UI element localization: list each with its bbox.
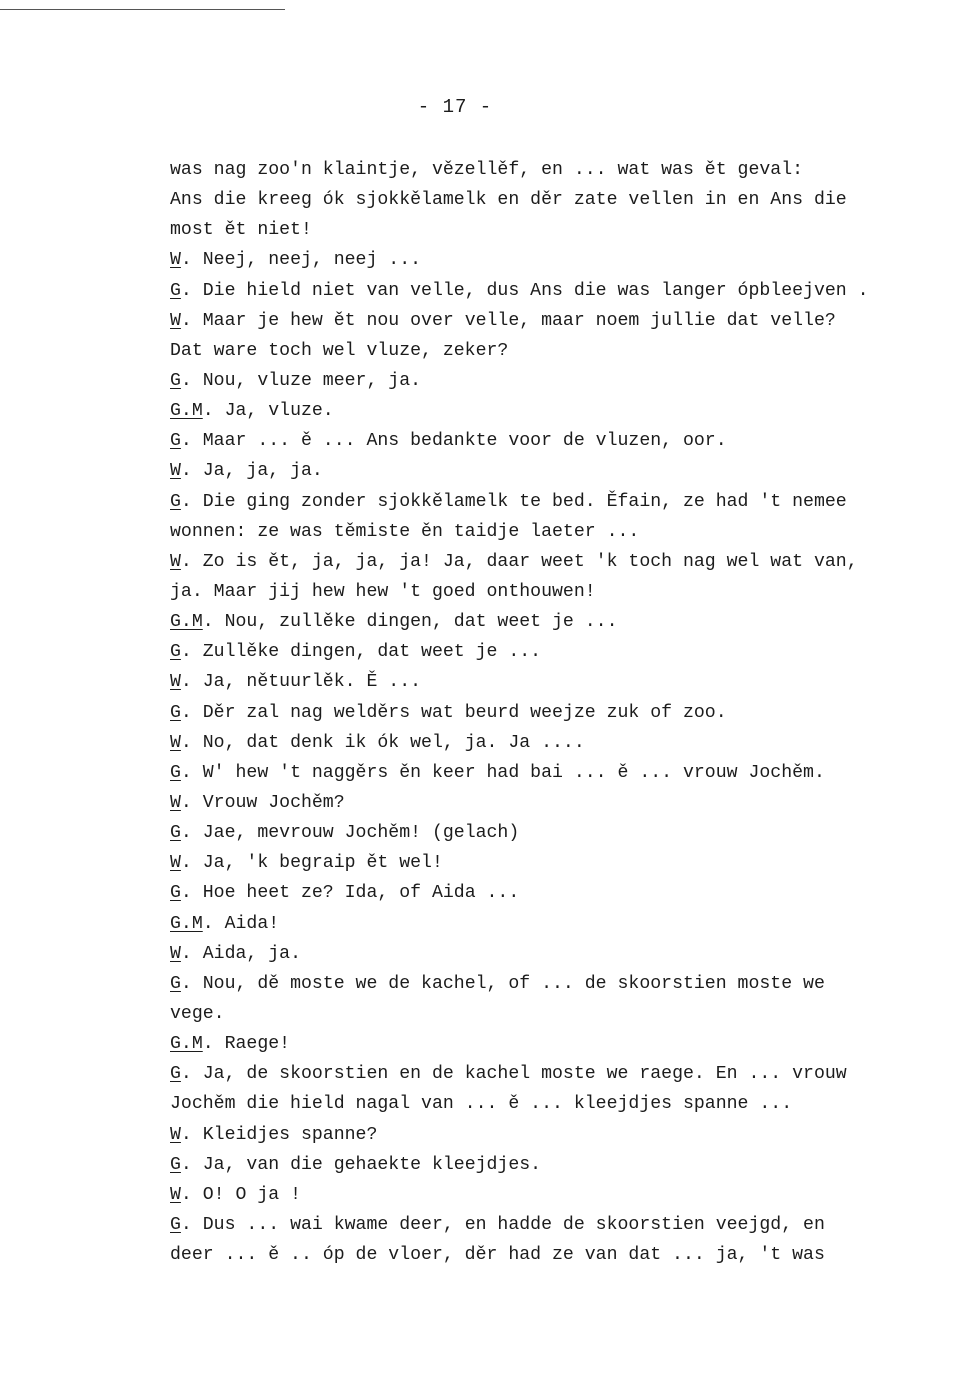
line-text: . Aida, ja. xyxy=(180,943,301,964)
speaker-label: G xyxy=(170,762,181,783)
transcript-line xyxy=(170,1029,950,1059)
transcript-line xyxy=(170,155,950,185)
transcript-line xyxy=(170,1089,950,1119)
transcript-line xyxy=(170,667,950,697)
transcript-line xyxy=(170,517,950,547)
transcript-line xyxy=(170,1180,950,1210)
line-text: . Nou, dě moste we de kachel, of ... de skoorstien moste we xyxy=(180,973,825,994)
transcript-line xyxy=(170,245,950,275)
speaker-label: G.M xyxy=(170,612,203,633)
speaker-label: G.M xyxy=(170,401,203,422)
top-rule xyxy=(0,9,285,10)
line-text: . Děr zal nag welděrs wat beurd weejze zuk of zoo. xyxy=(180,702,727,723)
line-text: wonnen: ze was těmiste ěn taidje laeter ... xyxy=(170,521,640,542)
speaker-label: G xyxy=(170,823,181,844)
line-text: . Nou, zullěke dingen, dat weet je ... xyxy=(202,612,618,633)
line-text: . Nou, vluze meer, ja. xyxy=(180,370,422,391)
speaker-label: W xyxy=(170,310,181,331)
line-text: . Ja, de skoorstien en de kachel moste we raege. En ... vrouw xyxy=(180,1064,847,1085)
transcript-line xyxy=(170,818,950,848)
transcript-line xyxy=(170,1240,950,1270)
speaker-label: W xyxy=(170,461,181,482)
transcript-line xyxy=(170,396,950,426)
transcript-line xyxy=(170,336,950,366)
transcript-line xyxy=(170,878,950,908)
line-text: . Kleidjes spanne? xyxy=(180,1124,378,1145)
speaker-label: G xyxy=(170,1154,181,1175)
transcript-line xyxy=(170,1150,950,1180)
line-text: . W' hew 't naggěrs ěn keer had bai ... ě ... vrouw Jochěm. xyxy=(180,762,825,783)
speaker-label: W xyxy=(170,250,181,271)
transcript-line xyxy=(170,999,950,1029)
transcript-line xyxy=(170,1059,950,1089)
speaker-label: G.M xyxy=(170,913,203,934)
line-text: . Ja, nětuurlěk. Ě ... xyxy=(180,672,422,693)
line-text: . Ja, van die gehaekte kleejdjes. xyxy=(180,1154,542,1175)
line-text: Dat ware toch wel vluze, zeker? xyxy=(170,340,509,361)
speaker-label: W xyxy=(170,1184,181,1205)
transcript-line xyxy=(170,758,950,788)
speaker-label: G xyxy=(170,370,181,391)
speaker-label: W xyxy=(170,672,181,693)
line-text: . Aida! xyxy=(202,913,280,934)
line-text: . No, dat denk ik ók wel, ja. Ja .... xyxy=(180,732,585,753)
transcript-line xyxy=(170,456,950,486)
transcript-line xyxy=(170,728,950,758)
line-text: . Ja, vluze. xyxy=(202,401,334,422)
transcript-line xyxy=(170,366,950,396)
line-text: . O! O ja ! xyxy=(180,1184,301,1205)
line-text: . Maar je hew ět nou over velle, maar noem jullie dat velle? xyxy=(180,310,836,331)
speaker-label: G xyxy=(170,642,181,663)
transcript-line xyxy=(170,969,950,999)
line-text: . Zo is ět, ja, ja, ja! Ja, daar weet 'k toch nag wel wat van, xyxy=(180,551,858,572)
line-text: Jochěm die hield nagal van ... ě ... kleejdjes spanne ... xyxy=(170,1094,793,1115)
speaker-label: G xyxy=(170,883,181,904)
speaker-label: G xyxy=(170,280,181,301)
speaker-label: G xyxy=(170,431,181,452)
transcript-line xyxy=(170,547,950,577)
transcript-line xyxy=(170,306,950,336)
line-text: . Ja, ja, ja. xyxy=(180,461,323,482)
transcript-line xyxy=(170,909,950,939)
line-text: . Neej, neej, neej ... xyxy=(180,250,422,271)
transcript-line xyxy=(170,215,950,245)
line-text: Ans die kreeg ók sjokkělamelk en děr zate vellen in en Ans die xyxy=(170,190,847,211)
speaker-label: W xyxy=(170,1124,181,1145)
page-number: - 17 - xyxy=(417,96,493,118)
transcript-body xyxy=(170,155,950,1270)
speaker-label: G xyxy=(170,491,181,512)
line-text: deer ... ě .. óp de vloer, děr had ze van dat ... ja, 't was xyxy=(170,1245,825,1266)
line-text: . Ja, 'k begraip ět wel! xyxy=(180,853,443,874)
line-text: . Dus ... wai kwame deer, en hadde de skoorstien veejgd, en xyxy=(180,1214,825,1235)
line-text: . Die hield niet van velle, dus Ans die was langer ópbleejven . xyxy=(180,280,869,301)
speaker-label: G xyxy=(170,702,181,723)
line-text: . Raege! xyxy=(202,1034,291,1055)
line-text: vege. xyxy=(170,1003,225,1024)
line-text: . Jae, mevrouw Jochěm! (gelach) xyxy=(180,823,520,844)
transcript-line xyxy=(170,487,950,517)
speaker-label: W xyxy=(170,792,181,813)
transcript-line xyxy=(170,276,950,306)
transcript-line xyxy=(170,577,950,607)
speaker-label: G.M xyxy=(170,1034,203,1055)
speaker-label: G xyxy=(170,973,181,994)
transcript-line xyxy=(170,698,950,728)
line-text: . Vrouw Jochěm? xyxy=(180,792,345,813)
line-text: . Hoe heet ze? Ida, of Aida ... xyxy=(180,883,520,904)
transcript-line xyxy=(170,939,950,969)
transcript-line xyxy=(170,637,950,667)
speaker-label: W xyxy=(170,732,181,753)
speaker-label: W xyxy=(170,551,181,572)
speaker-label: W xyxy=(170,853,181,874)
line-text: . Die ging zonder sjokkělamelk te bed. Ěfain, ze had 't nemee xyxy=(180,491,847,512)
line-text: . Zullěke dingen, dat weet je ... xyxy=(180,642,542,663)
transcript-line xyxy=(170,607,950,637)
line-text: . Maar ... ě ... Ans bedankte voor de vluzen, oor. xyxy=(180,431,727,452)
transcript-line xyxy=(170,426,950,456)
transcript-line xyxy=(170,848,950,878)
line-text: most ět niet! xyxy=(170,220,312,241)
transcript-line xyxy=(170,788,950,818)
speaker-label: W xyxy=(170,943,181,964)
transcript-line xyxy=(170,1210,950,1240)
line-text: was nag zoo'n klaintje, vězellěf, en ... wat was ět geval: xyxy=(170,160,804,180)
speaker-label: G xyxy=(170,1214,181,1235)
transcript-line xyxy=(170,1120,950,1150)
line-text: ja. Maar jij hew hew 't goed onthouwen! xyxy=(170,581,596,602)
transcript-line xyxy=(170,185,950,215)
speaker-label: G xyxy=(170,1064,181,1085)
